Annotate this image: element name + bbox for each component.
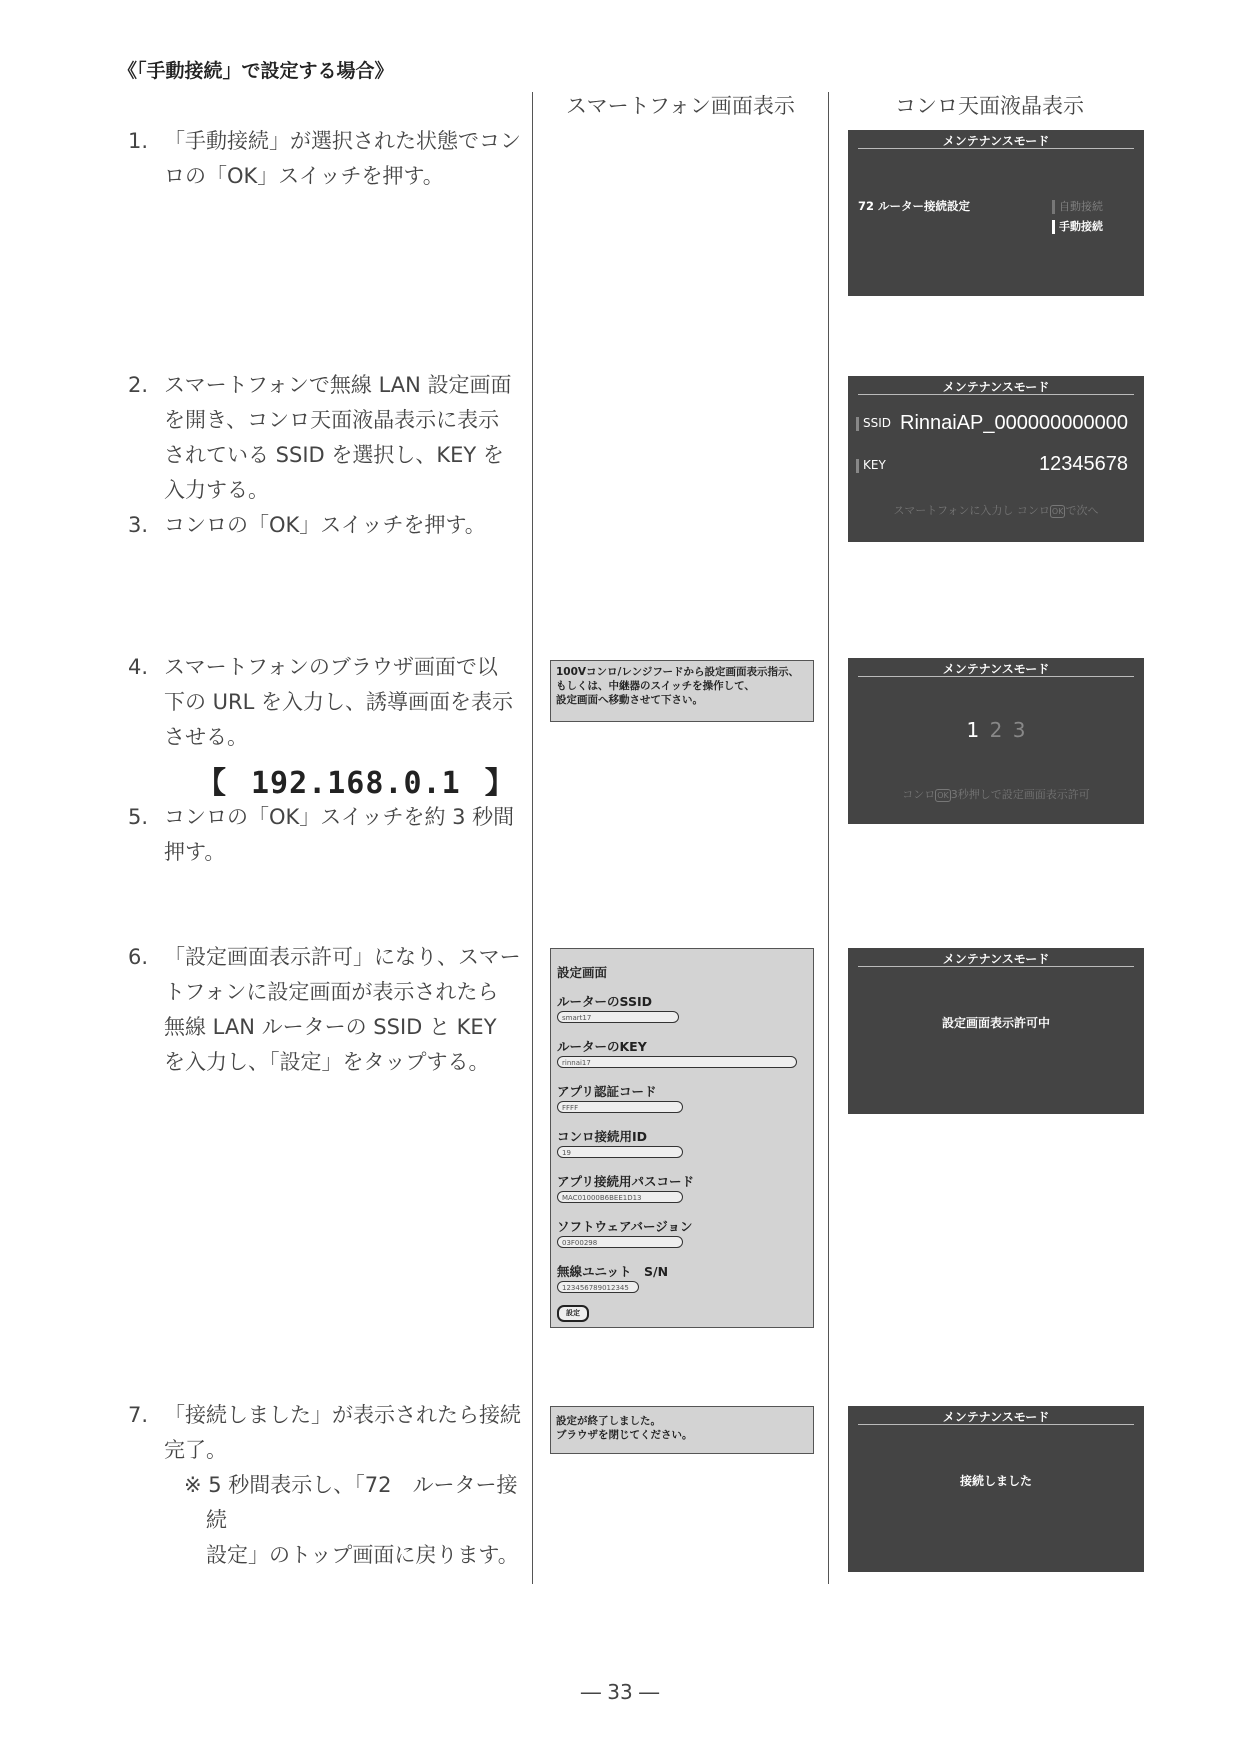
lcd-message: 接続しました xyxy=(959,1474,1032,1488)
step-5: 5. コンロの「OK」スイッチを約 3 秒間 押す。 xyxy=(128,805,515,864)
lcd-screen-digits: メンテナンスモード 1 2 3 コンロ OK 3秒押しで設定画面表示許可 xyxy=(848,658,1144,824)
step-2: 2. スマートフォンで無線 LAN 設定画面 を開き、コンロ天面液晶表示に表示 されている SSID を選択し、KEY を 入力する。 xyxy=(128,373,512,502)
phone-screen-settings xyxy=(550,948,814,1328)
lcd-screen-ssid-key: メンテナンスモード SSID RinnaiAP_000000000000 KEY 12345678 スマートフォンに入力し コンロ OK で次へ xyxy=(848,376,1144,542)
step-7-note: ※ 5 秒間表示し、「72 ルーター接続 xyxy=(184,1473,518,1532)
field-label-auth-code: アプリ認証コード xyxy=(557,1084,657,1099)
field-label-passcode: アプリ接続用パスコード xyxy=(557,1174,695,1189)
stove-id-input[interactable]: 19 xyxy=(557,1146,683,1158)
section-title: 《「手動接続」で設定する場合》 xyxy=(118,60,394,82)
settings-title: 設定画面 xyxy=(557,965,608,980)
column-header-phone: スマートフォン画面表示 xyxy=(566,94,795,118)
step-4: 4. スマートフォンのブラウザ画面で以 下の URL を入力し、誘導画面を表示 させる。 xyxy=(128,655,514,749)
column-divider-right xyxy=(828,92,829,1584)
lcd-screen-router-setting xyxy=(848,130,1144,296)
lcd-countdown-digits: 1 2 3 xyxy=(966,718,1026,742)
serial-input[interactable]: 123456789012345 xyxy=(557,1281,639,1293)
passcode-input[interactable]: MAC01000B6BEE1D13 xyxy=(557,1191,683,1203)
lcd-screen-connected: メンテナンスモード 接続しました xyxy=(848,1406,1144,1572)
lcd-message: 設定画面表示許可中 xyxy=(941,1016,1050,1030)
lcd-menu-item: 72 ルーター接続設定 xyxy=(858,199,971,213)
ok-icon: OK xyxy=(1051,506,1064,516)
column-divider-left xyxy=(532,92,533,1584)
software-version-input[interactable]: 03F00298 xyxy=(557,1236,683,1248)
lcd-option-manual: 手動接続 xyxy=(1052,218,1103,234)
lcd-header: メンテナンスモード xyxy=(942,134,1050,148)
lcd-ssid-value: RinnaiAP_000000000000 xyxy=(900,412,1128,434)
set-button[interactable]: 設定 xyxy=(557,1305,589,1322)
page-number: ― 33 ― xyxy=(580,1680,660,1704)
key-input[interactable]: rinnai17 xyxy=(557,1056,797,1068)
lcd-key-label: KEY xyxy=(856,458,886,473)
field-label-key: ルーターのKEY xyxy=(557,1039,647,1054)
field-label-ssid: ルーターのSSID xyxy=(557,994,652,1009)
step-1: 1. 「手動接続」が選択された状態でコン ロの「OK」スイッチを押す。 xyxy=(128,129,521,188)
field-label-serial: 無線ユニット S/N xyxy=(557,1264,669,1279)
step-7: 7. 「接続しました」が表示されたら接続 完了。 ※ 5 秒間表示し、「72 ルーター接続 設定」のトップ画面に戻ります。 xyxy=(128,1398,528,1573)
ssid-input[interactable]: smart17 xyxy=(557,1011,679,1023)
step-3: 3. コンロの「OK」スイッチを押す。 xyxy=(128,513,486,537)
phone-screen-done: 設定が終了しました。 ブラウザを閉じてください。 xyxy=(550,1406,814,1454)
lcd-footer-instruction: スマートフォンに入力し コンロ OK で次へ xyxy=(893,504,1099,517)
phone-screen-guidance: 100Vコンロ/レンジフードから設定画面表示指示、 もしくは、中継器のスイッチを操作して、 設定画面へ移動させて下さい。 xyxy=(550,660,814,722)
step-6: 6. 「設定画面表示許可」になり、スマー トフォンに設定画面が表示されたら 無線 LAN ルーターの SSID と KEY を入力し、「設定」をタップする。 xyxy=(128,945,521,1074)
field-label-software-version: ソフトウェアバージョン xyxy=(557,1219,693,1234)
lcd-key-value: 12345678 xyxy=(1039,453,1128,475)
lcd-footer-instruction: コンロ OK 3秒押しで設定画面表示許可 xyxy=(902,788,1090,801)
url-address: 【 192.168.0.1 】 xyxy=(196,766,516,801)
lcd-screen-permission: メンテナンスモード 設定画面表示許可中 xyxy=(848,948,1144,1114)
ok-icon: OK xyxy=(937,790,949,800)
lcd-option-auto: 自動接続 xyxy=(1052,198,1103,214)
field-label-stove-id: コンロ接続用ID xyxy=(557,1129,648,1144)
lcd-ssid-label: SSID xyxy=(856,416,891,431)
column-header-lcd: コンロ天面液晶表示 xyxy=(895,94,1084,118)
auth-code-input[interactable]: FFFF xyxy=(557,1101,683,1113)
